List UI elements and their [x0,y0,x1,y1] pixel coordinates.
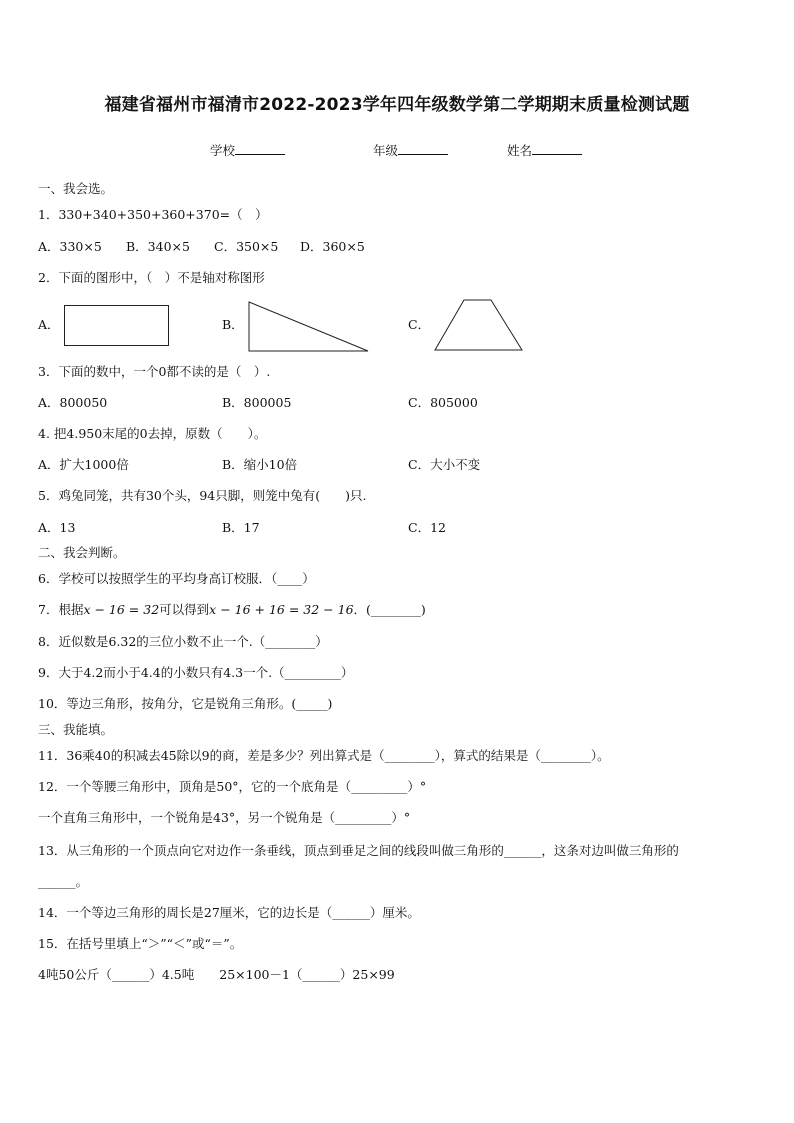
q4-option-a[interactable]: A．扩大1000倍 [38,457,129,472]
grade-label: 年级 [373,143,399,158]
q5-option-b[interactable]: B．17 [222,520,260,535]
question-4: 4. 把4.950末尾的0去掉，原数（ ）。 [38,426,267,441]
rectangle-shape [64,305,170,347]
section-2-heading: 二、我会判断。 [38,545,126,560]
q1-option-a[interactable]: A．330×5 [38,239,102,254]
q4-option-b[interactable]: B．缩小10倍 [222,457,298,472]
question-10: 10．等边三角形，按角分，它是锐角三角形。(_____) [38,696,333,711]
q1-option-d[interactable]: D．360×5 [300,239,365,254]
question-5: 5．鸡兔同笼，共有30个头，94只脚，则笼中兔有( )只. [38,488,367,503]
school-blank[interactable] [235,142,285,155]
school-label: 学校 [210,143,236,158]
q2-option-b[interactable]: B． [222,317,244,332]
question-13-line-1: 13．从三角形的一个顶点向它对边作一条垂线，顶点到垂足之间的线段叫做三角形的______，这条对边叫做三角形的 [38,843,679,858]
question-8: 8．近似数是6.32的三位小数不止一个.（________） [38,634,328,649]
q3-option-b[interactable]: B．800005 [222,395,292,410]
name-label: 姓名 [507,143,533,158]
q2-option-a[interactable]: A． [38,317,60,332]
q7-pre: 7．根据 [38,602,84,617]
q7-mid: 可以得到 [159,602,210,617]
question-12-part-1: 12．一个等腰三角形中，顶角是50°，它的一个底角是（_________）° [38,779,427,794]
q1-option-c[interactable]: C．350×5 [214,239,279,254]
q1-option-b[interactable]: B．340×5 [126,239,190,254]
q2-option-c[interactable]: C． [408,317,431,332]
right-triangle-shape [247,301,371,353]
question-11: 11．36乘40的积减去45除以9的商，差是多少？列出算式是（________），算式的结果是（________）。 [38,748,610,763]
q3-option-a[interactable]: A．800050 [38,395,108,410]
q5-option-a[interactable]: A．13 [38,520,76,535]
name-blank[interactable] [532,142,582,155]
question-9: 9．大于4.2而小于4.4的小数只有4.3一个.（_________） [38,665,354,680]
question-2: 2．下面的图形中，（ ）不是轴对称图形 [38,270,265,285]
question-6: 6．学校可以按照学生的平均身高订校服．（____） [38,571,315,586]
q7-post: ．(________) [353,602,426,617]
question-14: 14．一个等边三角形的周长是27厘米，它的边长是（______）厘米。 [38,905,420,920]
question-15-items: 4吨50公斤（______）4.5吨 25×100－1（______）25×99 [38,967,395,982]
q7-equation-1: x − 16 = 32 [83,602,160,617]
section-3-heading: 三、我能填。 [38,722,114,737]
question-12-part-2: 一个直角三角形中，一个锐角是43°，另一个锐角是（_________）° [38,810,411,825]
q7-equation-2: x − 16 + 16 = 32 − 16 [209,602,354,617]
page-title: 福建省福州市福清市2022-2023学年四年级数学第二学期期末质量检测试题 [104,95,690,115]
school-field [210,141,285,159]
q4-option-c[interactable]: C．大小不变 [408,457,481,472]
grade-field [373,141,448,159]
grade-blank[interactable] [398,142,448,155]
question-15: 15．在括号里填上“＞”“＜”或“＝”。 [38,936,243,951]
name-field [507,141,582,159]
question-7 [38,602,426,618]
trapezoid-shape [433,299,525,353]
question-13-line-2: ______。 [38,874,89,889]
question-3: 3．下面的数中，一个0都不读的是（ ）. [38,364,271,379]
q5-option-c[interactable]: C．12 [408,520,446,535]
question-1: 1．330+340+350+360+370=（ ） [38,207,268,222]
section-1-heading: 一、我会选。 [38,181,114,196]
q3-option-c[interactable]: C．805000 [408,395,478,410]
